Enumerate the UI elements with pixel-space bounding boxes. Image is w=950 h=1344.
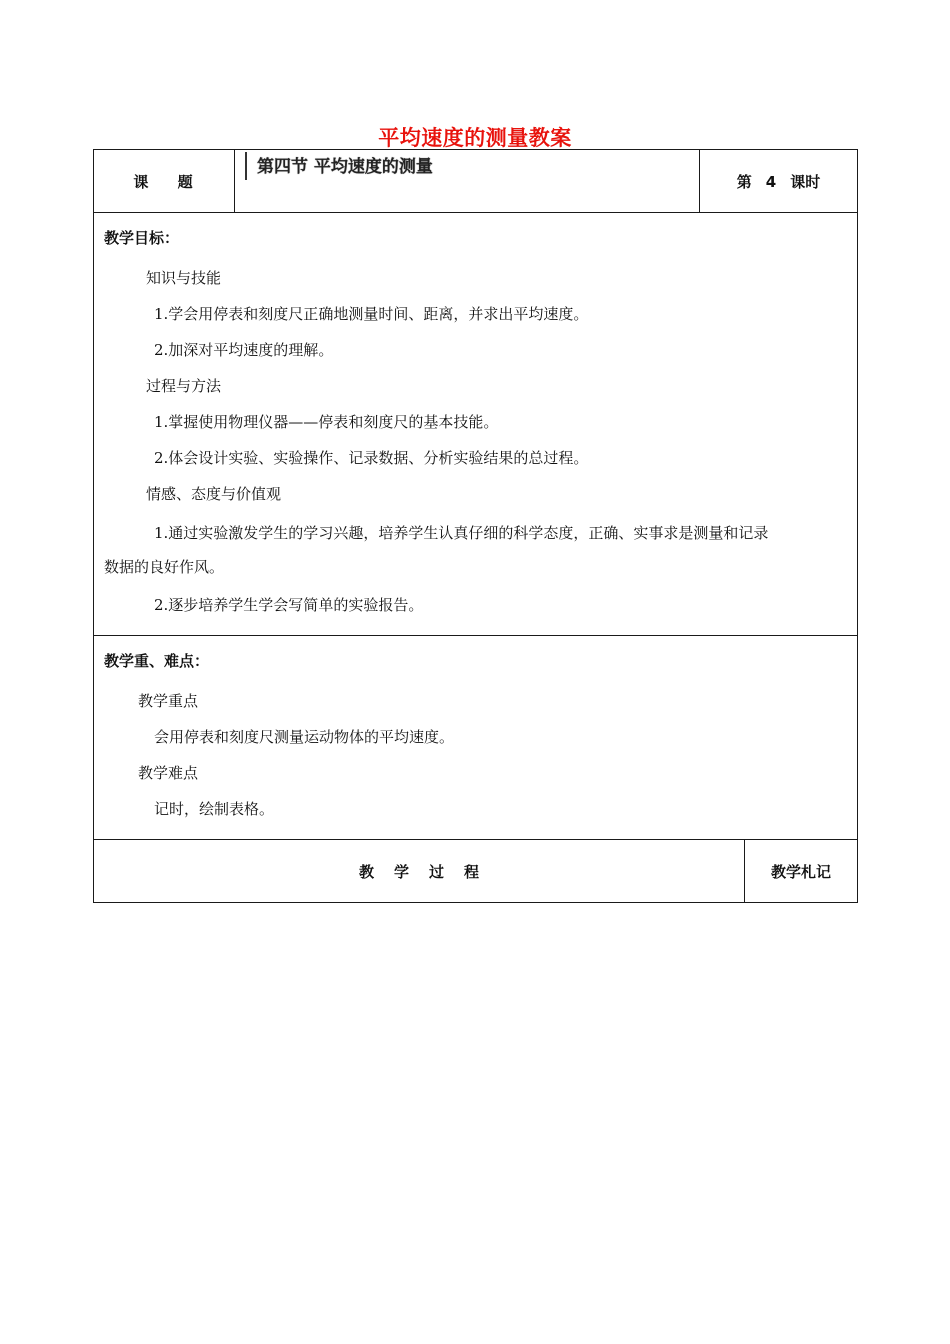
notes-label: 教学札记	[745, 840, 858, 903]
topic-value: 第四节 平均速度的测量	[257, 157, 433, 177]
difficult-text: 记时，绘制表格。	[154, 800, 275, 818]
key-points-cell	[94, 636, 858, 840]
lesson-number-cell	[700, 150, 858, 213]
topic-row	[94, 150, 858, 213]
process-char-2: 学	[393, 862, 409, 881]
knowledge-item-1: 1.学会用停表和刻度尺正确地测量时间、距离，并求出平均速度。	[154, 305, 589, 323]
key-text: 会用停表和刻度尺测量运动物体的平均速度。	[154, 728, 455, 746]
topic-value-cell	[235, 150, 700, 213]
key-points-row	[94, 636, 858, 840]
process-char-4: 程	[464, 862, 480, 881]
knowledge-item-2: 2.加深对平均速度的理解。	[154, 341, 334, 359]
process-row	[94, 840, 858, 903]
process-heading: 过程与方法	[146, 377, 222, 395]
objectives-cell	[94, 213, 858, 636]
lesson-prefix: 第	[736, 172, 752, 191]
topic-label: 课 题	[94, 150, 235, 213]
key-heading: 教学重点	[138, 692, 199, 710]
process-char-3: 过	[429, 862, 445, 881]
lesson-plan-table	[93, 149, 858, 903]
process-label-cell	[94, 840, 745, 903]
lesson-suffix: 课时	[790, 172, 821, 191]
topic-divider	[245, 152, 247, 180]
emotion-item-2: 2.逐步培养学生学会写简单的实验报告。	[154, 596, 424, 614]
objectives-row	[94, 213, 858, 636]
process-item-2: 2.体会设计实验、实验操作、记录数据、分析实验结果的总过程。	[154, 449, 589, 467]
emotion-item-1-line-1: 1.通过实验激发学生的学习兴趣，培养学生认真仔细的科学态度，正确、实事求是测量和记录	[154, 524, 769, 542]
lesson-number: 4	[765, 172, 777, 191]
page-title: 平均速度的测量教案	[378, 126, 572, 150]
key-points-heading: 教学重、难点：	[104, 652, 210, 670]
emotion-heading: 情感、态度与价值观	[146, 485, 282, 503]
emotion-item-1-line-2: 数据的良好作风。	[104, 558, 225, 576]
process-item-1: 1.掌握使用物理仪器——停表和刻度尺的基本技能。	[154, 413, 499, 431]
difficult-heading: 教学难点	[138, 764, 199, 782]
knowledge-heading: 知识与技能	[146, 269, 222, 287]
objectives-heading: 教学目标：	[104, 229, 180, 247]
process-char-1: 教	[358, 862, 374, 881]
